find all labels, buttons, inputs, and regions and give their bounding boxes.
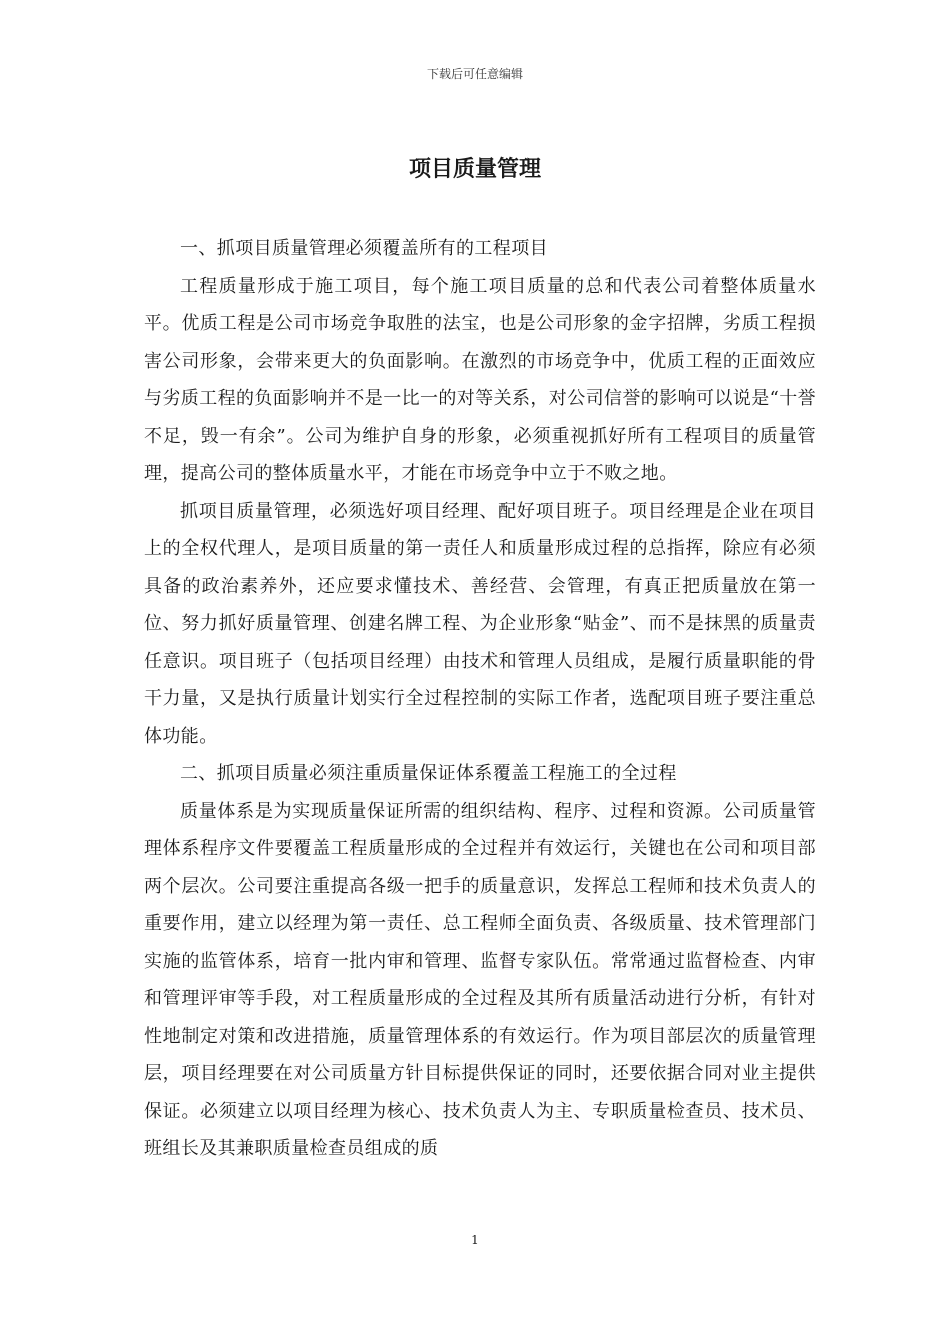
paragraph: 抓项目质量管理，必须选好项目经理、配好项目班子。项目经理是企业在项目上的全权代理人，是项目质量的第一责任人和质量形成过程的总指挥，除应有必须具备的政治素养外，还应要求懂技术、善经营、会管理，有真正把质量放在第一位、努力抓好质量管理、创建名牌工程、为企业形象“贴金”、而不是抹黑的质量责任意识。项目班子（包括项目经理）由技术和管理人员组成，是履行质量职能的骨干力量，又是执行质量计划实行全过程控制的实际工作者，选配项目班子要注重总体功能。 (144, 500, 816, 747)
document-body (144, 230, 816, 1168)
paragraph: 质量体系是为实现质量保证所需的组织结构、程序、过程和资源。公司质量管理体系程序文件要覆盖工程质量形成的全过程并有效运行，关键也在公司和项目部两个层次。公司要注重提高各级一把手的质量意识，发挥总工程师和技术负责人的重要作用，建立以经理为第一责任、总工程师全面负责、各级质量、技术管理部门实施的监管体系，培育一批内审和管理、监督专家队伍。常常通过监督检查、内审和管理评审等手段，对工程质量形成的全过程及其所有质量活动进行分析，有针对性地制定对策和改进措施，质量管理体系的有效运行。作为项目部层次的质量管理层，项目经理要在对公司质量方针目标提供保证的同时，还要依据合同对业主提供保证。必须建立以项目经理为核心、技术负责人为主、专职质量检查员、技术员、班组长及其兼职质量检查员组成的质 (144, 800, 816, 1159)
paragraph: 工程质量形成于施工项目，每个施工项目质量的总和代表公司着整体质量水平。优质工程是公司市场竞争取胜的法宝，也是公司形象的金字招牌，劣质工程损害公司形象，会带来更大的负面影响。在激烈的市场竞争中，优质工程的正面效应与劣质工程的负面影响并不是一比一的对等关系，对公司信誉的影响可以说是“十誉不足，毁一有余”。公司为维护自身的形象，必须重视抓好所有工程项目的质量管理，提高公司的整体质量水平，才能在市场竞争中立于不败之地。 (144, 275, 816, 484)
section-heading-2: 二、抓项目质量必须注重质量保证体系覆盖工程施工的全过程 (180, 763, 677, 784)
header-note: 下载后可任意编辑 (426, 67, 523, 81)
page-number: 1 (471, 1233, 479, 1247)
section-heading-1: 一、抓项目质量管理必须覆盖所有的工程项目 (180, 238, 548, 259)
document-title: 项目质量管理 (408, 156, 541, 182)
